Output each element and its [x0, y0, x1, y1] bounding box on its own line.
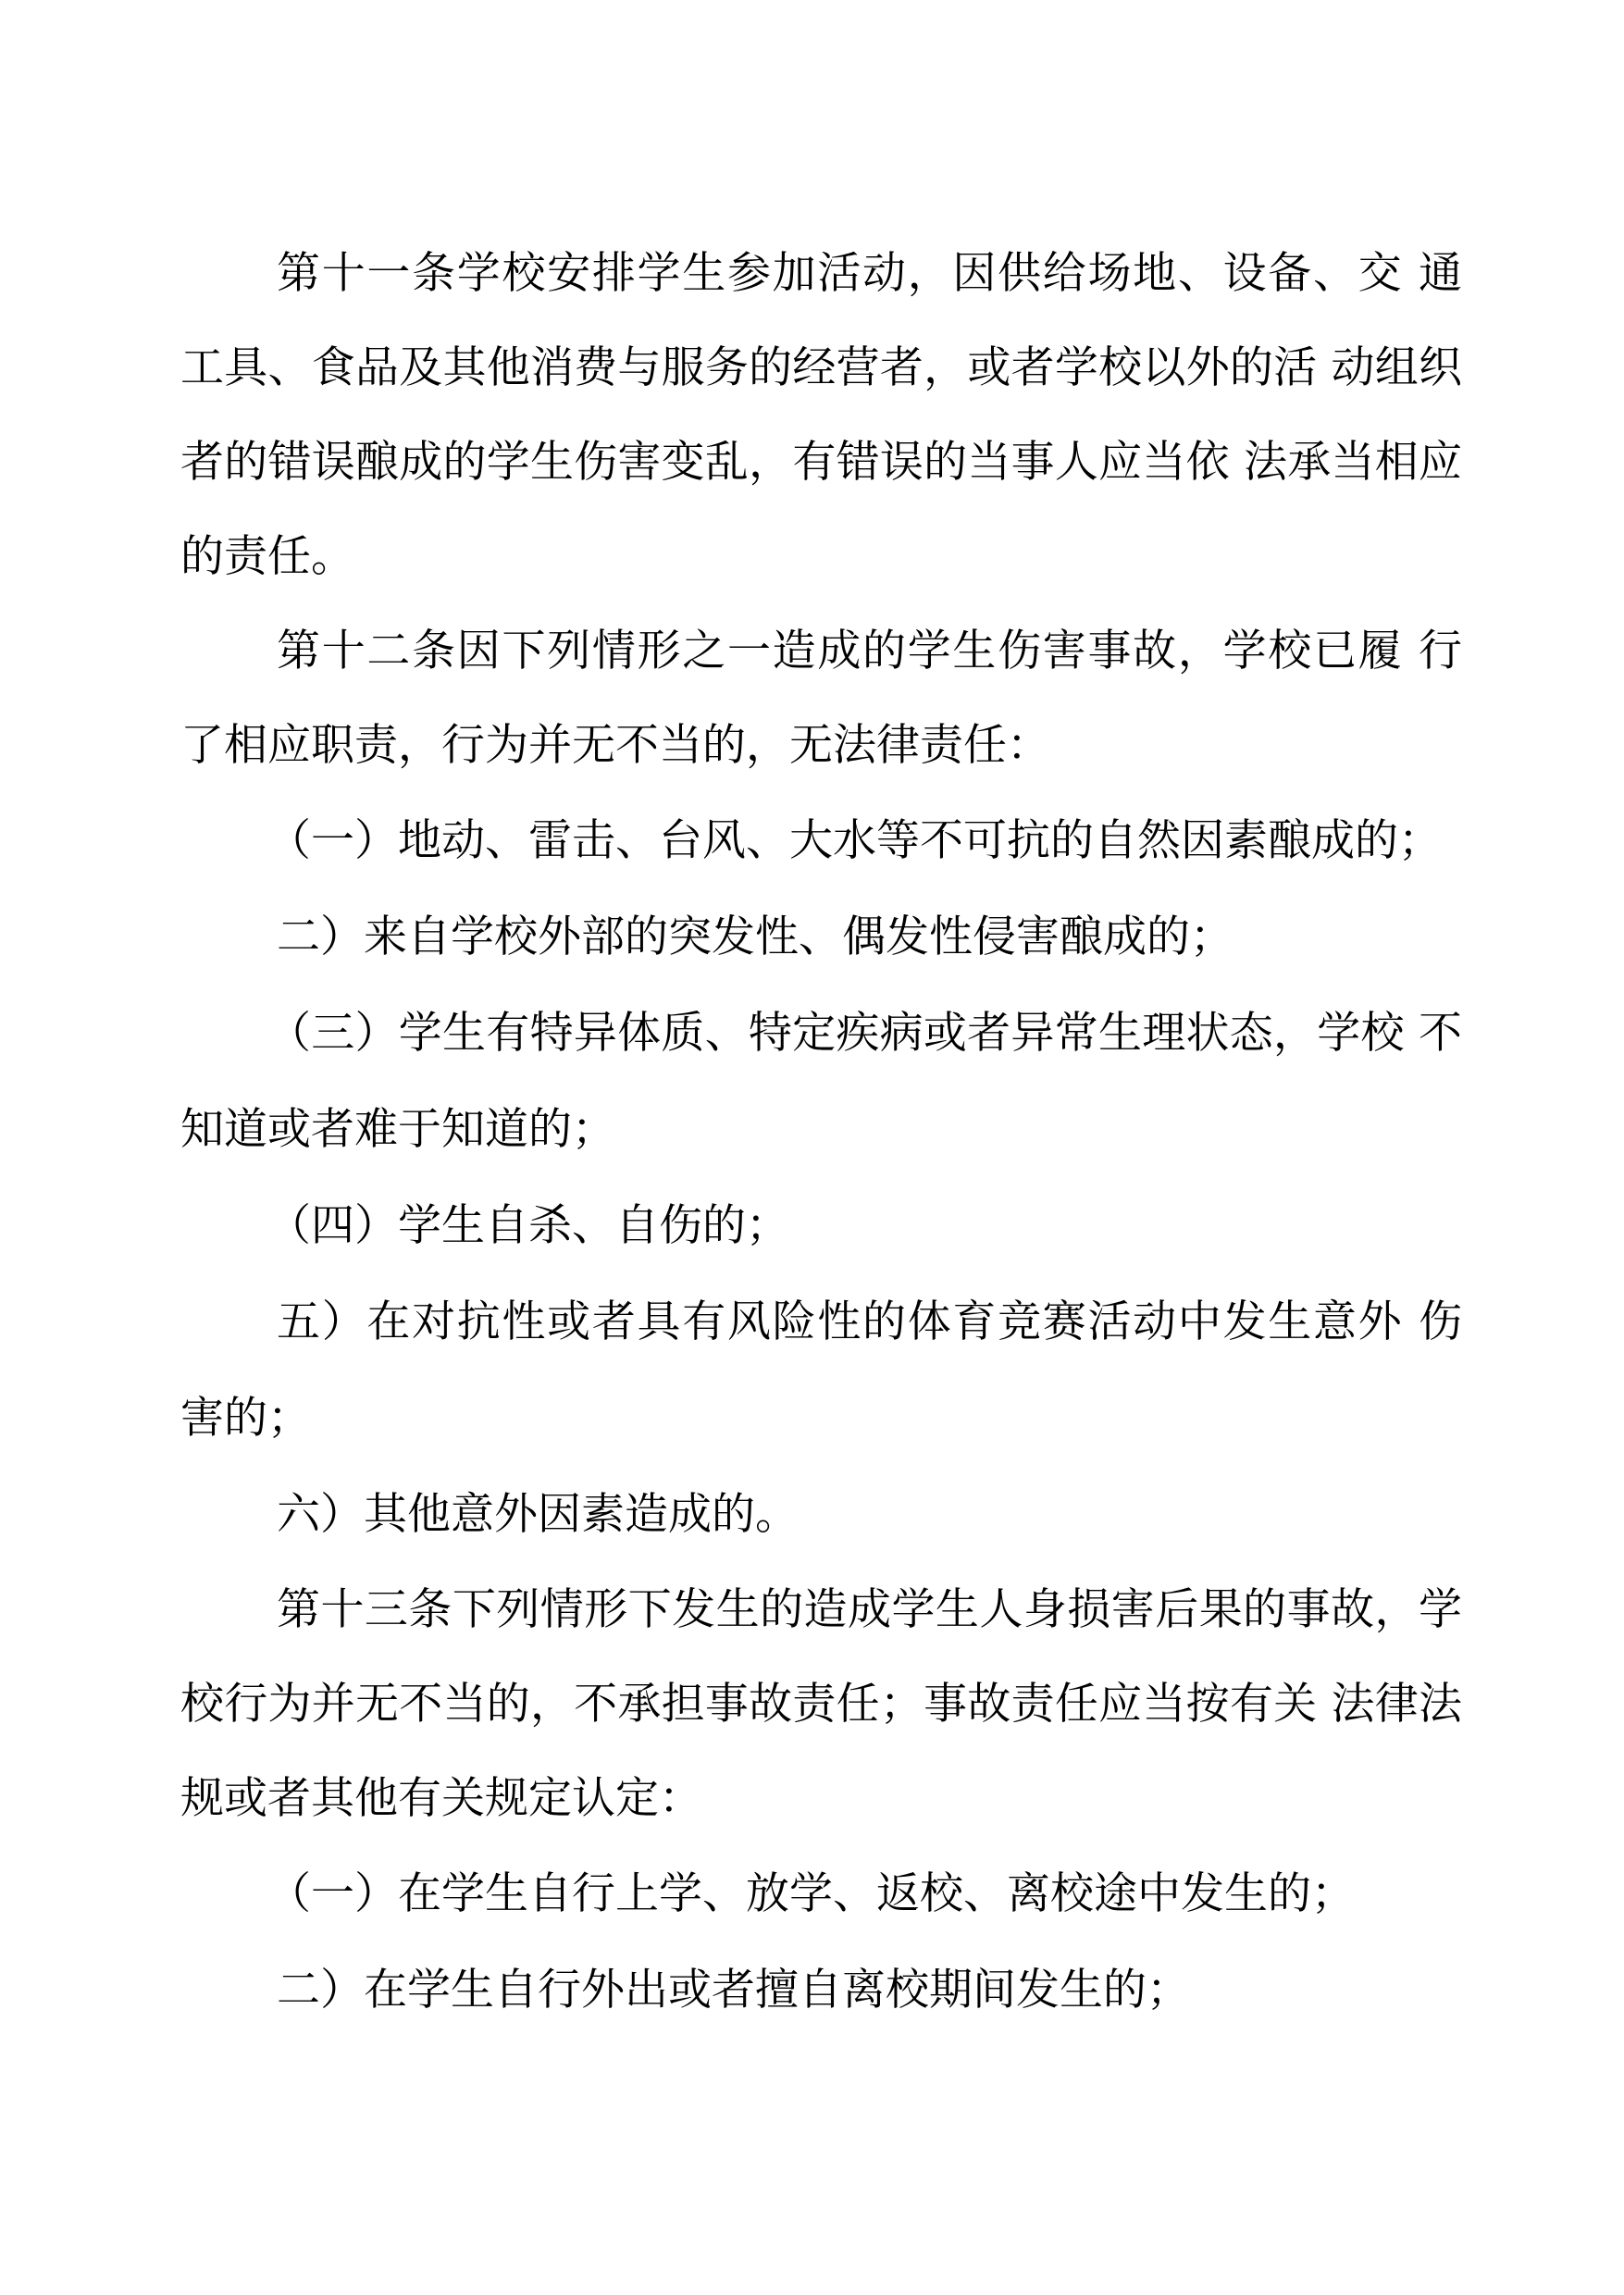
article-12-item-4: （四）学生自杀、自伤的；	[267, 1200, 789, 1251]
article-12-paragraph: 第十二条因下列情形之一造成的学生伤害事故，学校已履 行了相应职责，行为并无不当的，无法律责任：	[180, 626, 1462, 771]
article-13-paragraph: 第十三条下列情形下发生的造成学生人身损害后果的事故，学校行为并无不当的，不承担事故责任；事故责任应当按有关 法律法规或者其他有关规定认定：	[180, 1584, 1462, 1824]
document-body	[180, 227, 1462, 2039]
article-12-item-1: （一）地动、雷击、台风、大水等不可抗的自然因素酿成的；	[267, 815, 1442, 866]
article-12-item-5: 五）在对抗性或者具有风险性的体育竞赛活动中发生意外 伤害的；	[180, 1296, 1462, 1444]
article-12-item-3: （三）学生有特异体质、特定疾病或者异常生理状态，学校 不知道或者难于知道的；	[180, 1008, 1462, 1155]
article-12-item-2: 二）来自学校外部的突发性、偶发性侵害酿成的；	[277, 912, 1233, 962]
article-12-item-6: 六）其他意外因素造成的。	[277, 1489, 799, 1540]
article-13-item-1: （一）在学生自行上学、放学、返校、离校途中发生的；	[267, 1868, 1355, 1919]
article-11-paragraph: 第十一条学校安排学生参加活动，因供给场地、设备、交 通工具、食品及其他消费与服务的经营者，或者学校以外的活 动组织者的错误酿成的学生伤害变乱，有错误的当事人应当依 法承当相应的责任。	[180, 248, 1462, 582]
article-13-item-2: 二）在学生自行外出或者擅自离校期间发生的；	[277, 1965, 1190, 2016]
